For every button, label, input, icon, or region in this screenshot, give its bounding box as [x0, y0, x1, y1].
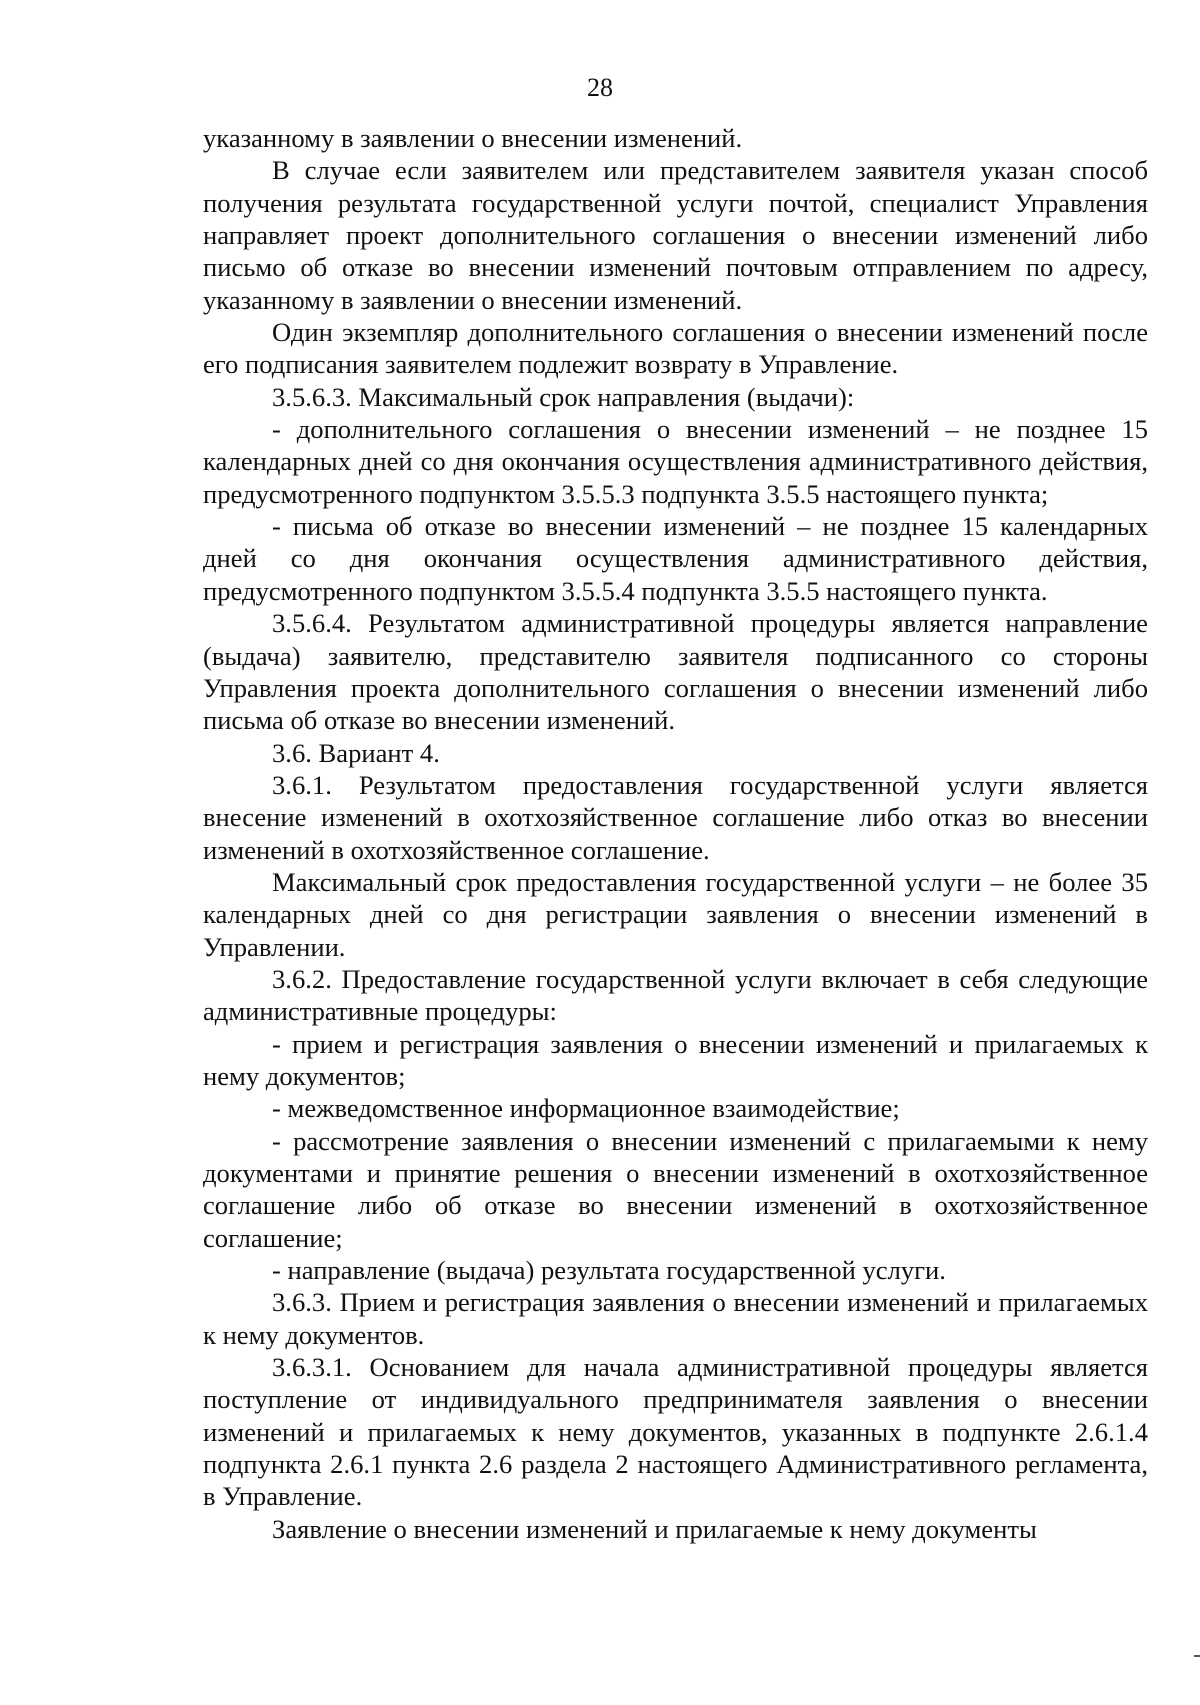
- section-heading: 3.6. Вариант 4.: [272, 737, 440, 768]
- list-item: - направление (выдача) результата государственной услуги.: [272, 1255, 946, 1286]
- paragraph: 3.6.1. Результатом предоставления государственной услуги является внесение изменений в охотхозяйственное соглашение либо отказ во внесении изменений в охотхозяйственное соглашение.: [203, 769, 1148, 865]
- paragraph: В случае если заявителем или представителем заявителя указан способ получения результата государственной услуги почтой, специалист Управления направляет проект дополнительного соглашения о внесении изменений либо письмо об отказе во внесении изменений почтовым отправлением по адресу, указанному в заявлении о внесении изменений.: [203, 155, 1148, 315]
- page-number: 28: [587, 73, 613, 102]
- paragraph: 3.6.3.1. Основанием для начала административной процедуры является поступление от индивидуального предпринимателя заявления о внесении изменений и прилагаемых к нему документов, указанных в подпункте 2.6.1.4 подпункта 2.6.1 пункта 2.6 раздела 2 настоящего Административного регламента, в Управление.: [203, 1352, 1148, 1512]
- paragraph: - дополнительного соглашения о внесении изменений – не позднее 15 календарных дней со дня окончания осуществления административного действия, предусмотренного подпунктом 3.5.5.3 подпункта 3.5.5 настоящего пункта;: [203, 414, 1148, 509]
- scan-edge-mark: [1194, 1655, 1200, 1657]
- list-item: - прием и регистрация заявления о внесении изменений и прилагаемых к нему документов;: [203, 1028, 1148, 1091]
- paragraph: - письма об отказе во внесении изменений – не позднее 15 календарных дней со дня окончания осуществления административного действия, предусмотренного подпунктом 3.5.5.4 подпункта 3.5.5 настоящего пункта.: [203, 511, 1148, 606]
- paragraph: Один экземпляр дополнительного соглашения о внесении изменений после его подписания заявителем подлежит возврату в Управление.: [203, 317, 1148, 380]
- paragraph: 3.6.2. Предоставление государственной услуги включает в себя следующие административные процедуры:: [203, 963, 1148, 1027]
- document-body: [203, 122, 1148, 1545]
- list-item: - рассмотрение заявления о внесении изменений с прилагаемыми к нему документами и принятие решения о внесении изменений в охотхозяйственное соглашение либо об отказе во внесении изменений в охотхозяйственное соглашение;: [203, 1125, 1148, 1253]
- paragraph: указанному в заявлении о внесении изменений.: [203, 123, 743, 153]
- list-item: - межведомственное информационное взаимодействие;: [272, 1093, 900, 1124]
- paragraph: 3.5.6.4. Результатом административной процедуры является направление (выдача) заявителю, представителю заявителя подписанного со стороны Управления проекта дополнительного соглашения о внесении изменений либо письма об отказе во внесении изменений.: [203, 608, 1148, 736]
- paragraph: Заявление о внесении изменений и прилагаемые к нему документы: [272, 1513, 1037, 1544]
- paragraph: 3.5.6.3. Максимальный срок направления (выдачи):: [272, 381, 855, 412]
- paragraph: Максимальный срок предоставления государственной услуги – не более 35 календарных дней со дня регистрации заявления о внесении изменений в Управлении.: [203, 866, 1148, 962]
- paragraph: 3.6.3. Прием и регистрация заявления о внесении изменений и прилагаемых к нему документов.: [203, 1287, 1148, 1350]
